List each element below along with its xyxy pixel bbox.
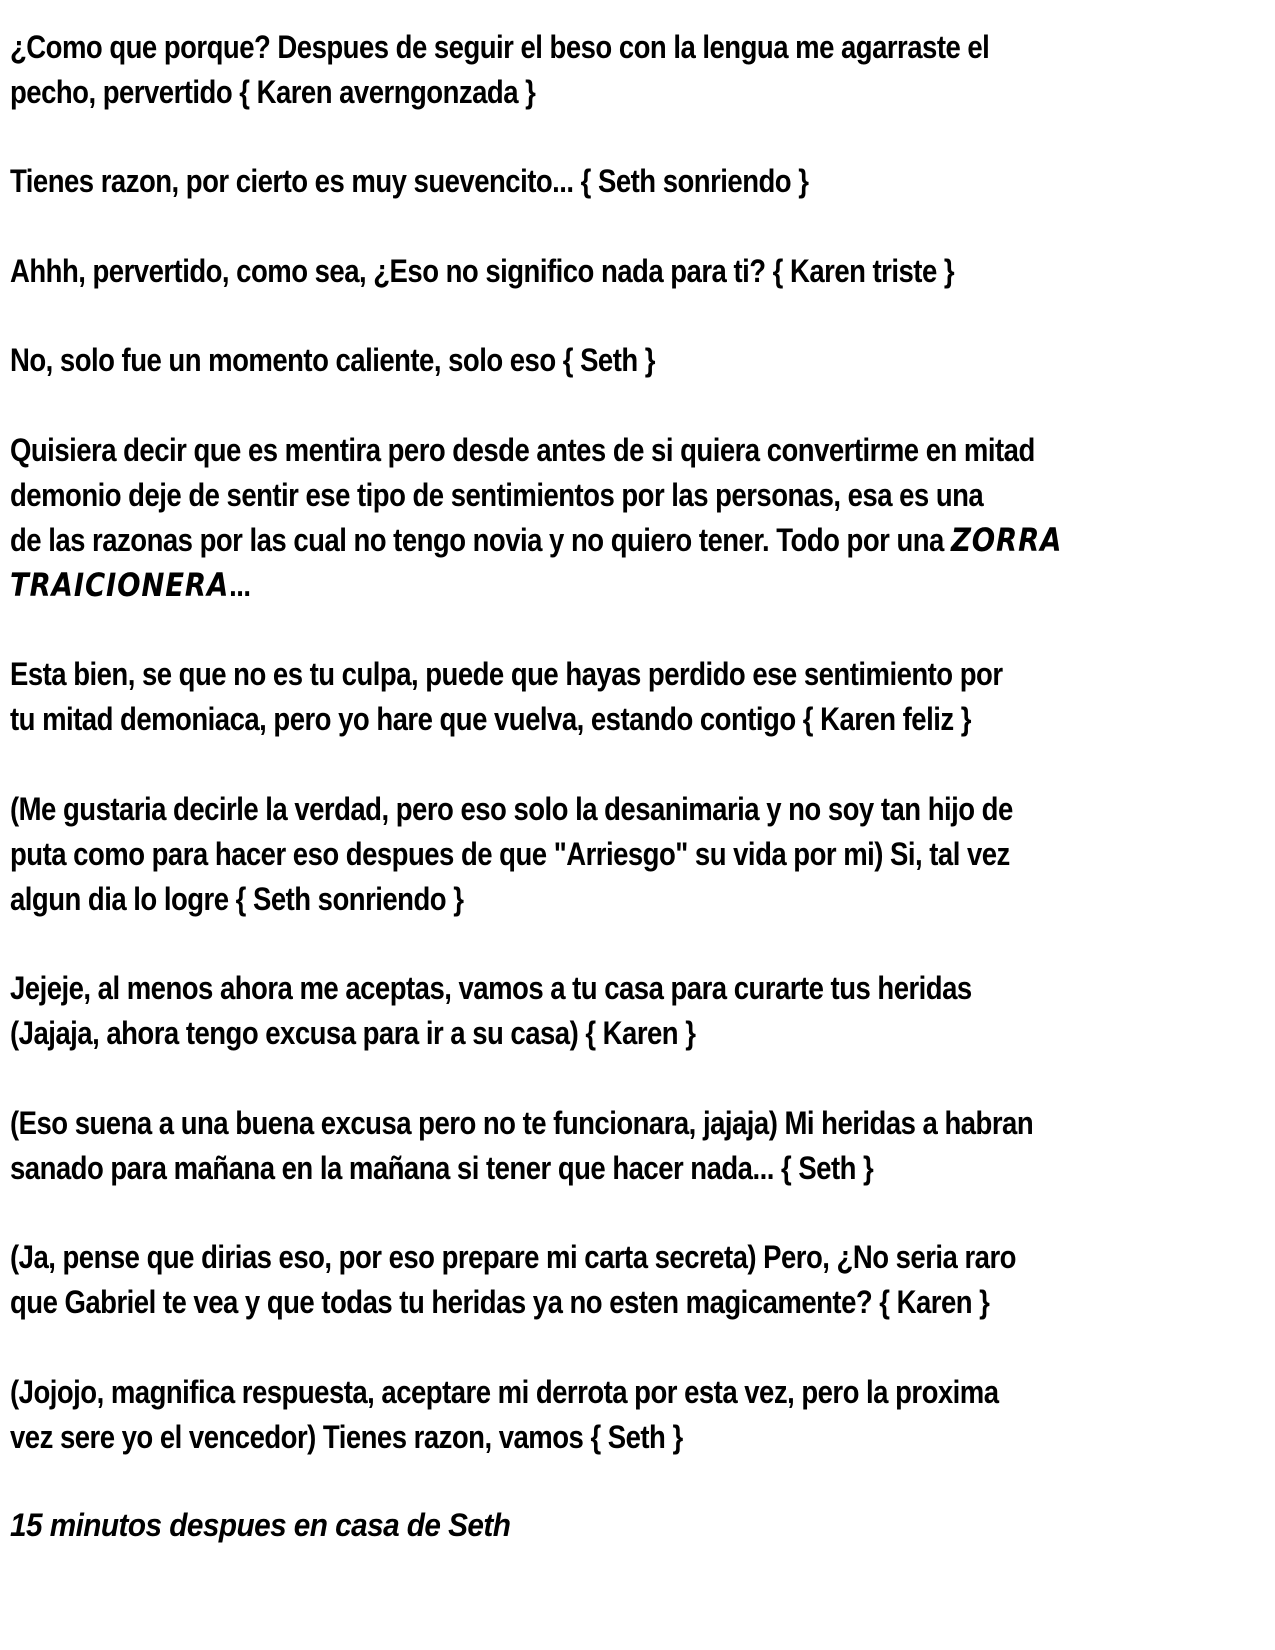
scene-heading: 15 minutos despues en casa de Seth (10, 1507, 511, 1543)
paragraph-10-line-1: (Ja, pense que dirias eso, por eso prepare mi carta secreta) Pero, ¿No seria raro (10, 1239, 1016, 1275)
paragraph-2-line-1: Tienes razon, por cierto es muy suevencito... { Seth sonriendo } (10, 163, 809, 199)
paragraph-5-line-1: Quisiera decir que es mentira pero desde antes de si quiera convertirme en mitad (10, 432, 1035, 468)
paragraph-9-line-1: (Eso suena a una buena excusa pero no te funcionara, jajaja) Mi heridas a habran (10, 1105, 1034, 1141)
accent-word-traicionera: TRAICIONERA (10, 566, 230, 604)
paragraph-6-line-1: Esta bien, se que no es tu culpa, puede que hayas perdido ese sentimiento por (10, 656, 1003, 692)
paragraph-8-line-1: Jejeje, al menos ahora me aceptas, vamos a tu casa para curarte tus heridas (10, 970, 972, 1006)
paragraph-1-line-2: pecho, pervertido { Karen averngonzada } (10, 74, 536, 110)
paragraph-4-line-1: No, solo fue un momento caliente, solo eso { Seth } (10, 342, 655, 378)
paragraph-7-line-1: (Me gustaria decirle la verdad, pero eso solo la desanimaria y no soy tan hijo de (10, 791, 1013, 827)
paragraph-11-line-1: (Jojojo, magnifica respuesta, aceptare mi derrota por esta vez, pero la proxima (10, 1374, 999, 1410)
paragraph-9-line-2: sanado para mañana en la mañana si tener que hacer nada... { Seth } (10, 1150, 874, 1186)
paragraph-7-line-2: puta como para hacer eso despues de que "Arriesgo" su vida por mi) Si, tal vez (10, 836, 1010, 872)
paragraph-10-line-2: que Gabriel te vea y que todas tu heridas ya no esten magicamente? { Karen } (10, 1284, 990, 1320)
paragraph-5-line-3-text: de las razonas por las cual no tengo novia y no quiero tener. Todo por una (10, 522, 944, 558)
paragraph-5-line-3 (10, 520, 1062, 560)
paragraph-5-line-2: demonio deje de sentir ese tipo de sentimientos por las personas, esa es una (10, 477, 984, 513)
paragraph-11-line-2: vez sere yo el vencedor) Tienes razon, vamos { Seth } (10, 1419, 683, 1455)
paragraph-7-line-3: algun dia lo logre { Seth sonriendo } (10, 881, 464, 917)
paragraph-3-line-1: Ahhh, pervertido, como sea, ¿Eso no significo nada para ti? { Karen triste } (10, 253, 955, 289)
paragraph-6-line-2: tu mitad demoniaca, pero yo hare que vuelva, estando contigo { Karen feliz } (10, 701, 971, 737)
accent-word-zorra: ZORRA (950, 521, 1063, 559)
paragraph-8-line-2: (Jajaja, ahora tengo excusa para ir a su casa) { Karen } (10, 1015, 696, 1051)
paragraph-1-line-1: ¿Como que porque? Despues de seguir el beso con la lengua me agarraste el (10, 29, 990, 65)
accent-ellipsis: ... (229, 567, 251, 603)
paragraph-5-line-4 (10, 565, 251, 605)
